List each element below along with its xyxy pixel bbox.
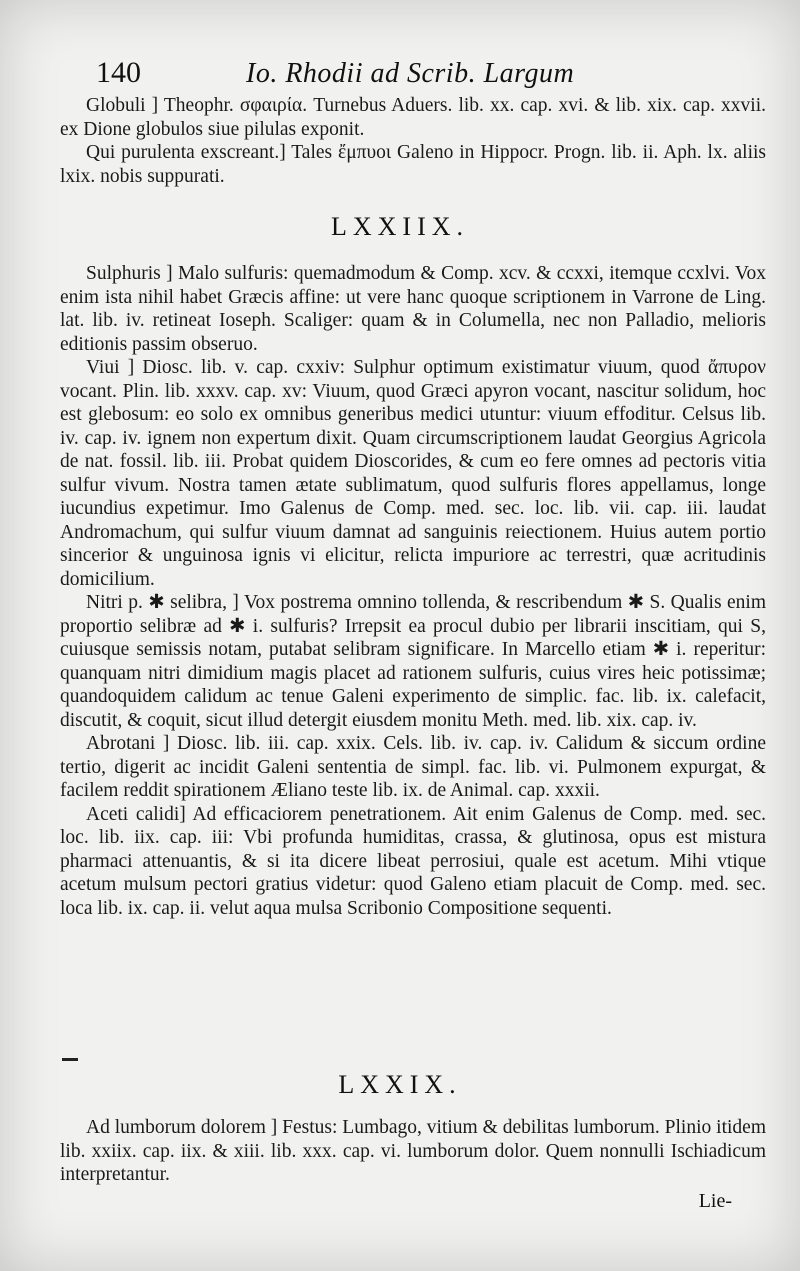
paragraph: Ad lumborum dolorem ] Festus: Lumbago, vitium & debilitas lumborum. Plinio itidem lib. xxiix. cap. iix. & xiii. lib. xxx. cap. vi. lumborum dolor. Quem nonnulli Ischiadicum interpretantur.	[60, 1117, 766, 1185]
ornament-dash	[62, 1058, 78, 1061]
paragraph: Viui ] Diosc. lib. v. cap. cxxiv: Sulphur optimum existimatur viuum, quod ἄπυρον vocant. Plin. lib. xxxv. cap. xv: Viuum, quod Græci apyron vocant, nascitur solidum, hoc est glebosum: eo solo ex omnibus generibus medici utuntur: viuum effoditur. Celsus lib. iv. cap. iv. ignem non expertum dixit. Quam circumscriptionem laudat Georgius Agricola de nat. fossil. lib. iii. Probat quidem Dioscorides, & cum eo fere omnes ad pectoris vitia sulfur vivum. Nostra tamen ætate sublimatum, quod sulfuris flores appellamus, longe iucundius expetimur. Imo Galenus de Comp. med. sec. loc. lib. vii. cap. iii. laudat Andromachum, qui sulfur viuum damnat ad sanguinis reiectionem. Huius autem portio sincerior & unguinosa ignis vi elicitur, relicta impuriore ac terrestri, quæ acritudinis domicilium.	[60, 357, 766, 590]
page-header	[96, 56, 740, 90]
text-block-3	[60, 1116, 766, 1187]
running-head: Io. Rhodii ad Scrib. Largum	[246, 58, 575, 89]
catchword: Lie-	[698, 1190, 732, 1212]
paragraph: Abrotani ] Diosc. lib. iii. cap. xxix. Cels. lib. iv. cap. iv. Calidum & siccum ordine tertio, digerit ac incidit Galeni sententia de simpl. fac. lib. vi. Pulmonem expurgat, & facilem reddit spirationem Æliano teste lib. ix. de Animal. cap. xxxii.	[60, 733, 766, 801]
paragraph: Globuli ] Theophr. σφαιρία. Turnebus Aduers. lib. xx. cap. xvi. & lib. xix. cap. xxvii. ex Dione globulos siue pilulas exponit.	[60, 95, 766, 140]
paragraph: Nitri p. ✱ selibra, ] Vox postrema omnino tollenda, & rescribendum ✱ S. Qualis enim proportio selibræ ad ✱ i. sulfuris? Irrepsit ea procul dubio per librarii inscitiam, qui S, cuiusque semissis notam, putabat selibram significare. In Marcello etiam ✱ i. reperitur: quanquam nitri dimidium magis placet ad rationem sulfuris, cuius vires heic potissimæ; quandoquidem calidum ac tenue Galeni experimento de simplic. fac. lib. ix. calefacit, discutit, & coquit, sicut illud detergit eiusdem monitu Meth. med. lib. xix. cap. iv.	[60, 592, 766, 731]
text-block-2	[60, 262, 766, 920]
paragraph: Qui purulenta exscreant.] Tales ἔμπυοι Galeno in Hippocr. Progn. lib. ii. Aph. lx. aliis lxix. nobis suppurati.	[60, 142, 766, 187]
page-number: 140	[96, 56, 141, 89]
paragraph: Sulphuris ] Malo sulfuris: quemadmodum & Comp. xcv. & ccxxi, itemque ccxlvi. Vox enim ista nihil habet Græcis affine: ut vere hanc quoque scriptionem in Varrone de Ling. lat. lib. iv. retineat Ioseph. Scaliger: quam & in Columella, nec non Palladio, melioris editionis passim obseruo.	[60, 263, 766, 355]
paragraph: Aceti calidi] Ad efficaciorem penetrationem. Ait enim Galenus de Comp. med. sec. loc. lib. iix. cap. iii: Vbi profunda humiditas, crassa, & glutinosa, opus est mistura pharmaci attenuantis, & si ita dicere libeat perrosiui, quale est acetum. Mihi vtique acetum mulsum pectori gratius videtur: quod Galeno etiam placuit de Comp. med. sec. loca lib. ix. cap. ii. velut aqua mulsa Scribonio Compositione sequenti.	[60, 803, 766, 919]
section-heading: LXXIX.	[338, 1070, 462, 1099]
section-heading: LXXIIX.	[330, 212, 470, 241]
text-block-1	[60, 94, 766, 188]
